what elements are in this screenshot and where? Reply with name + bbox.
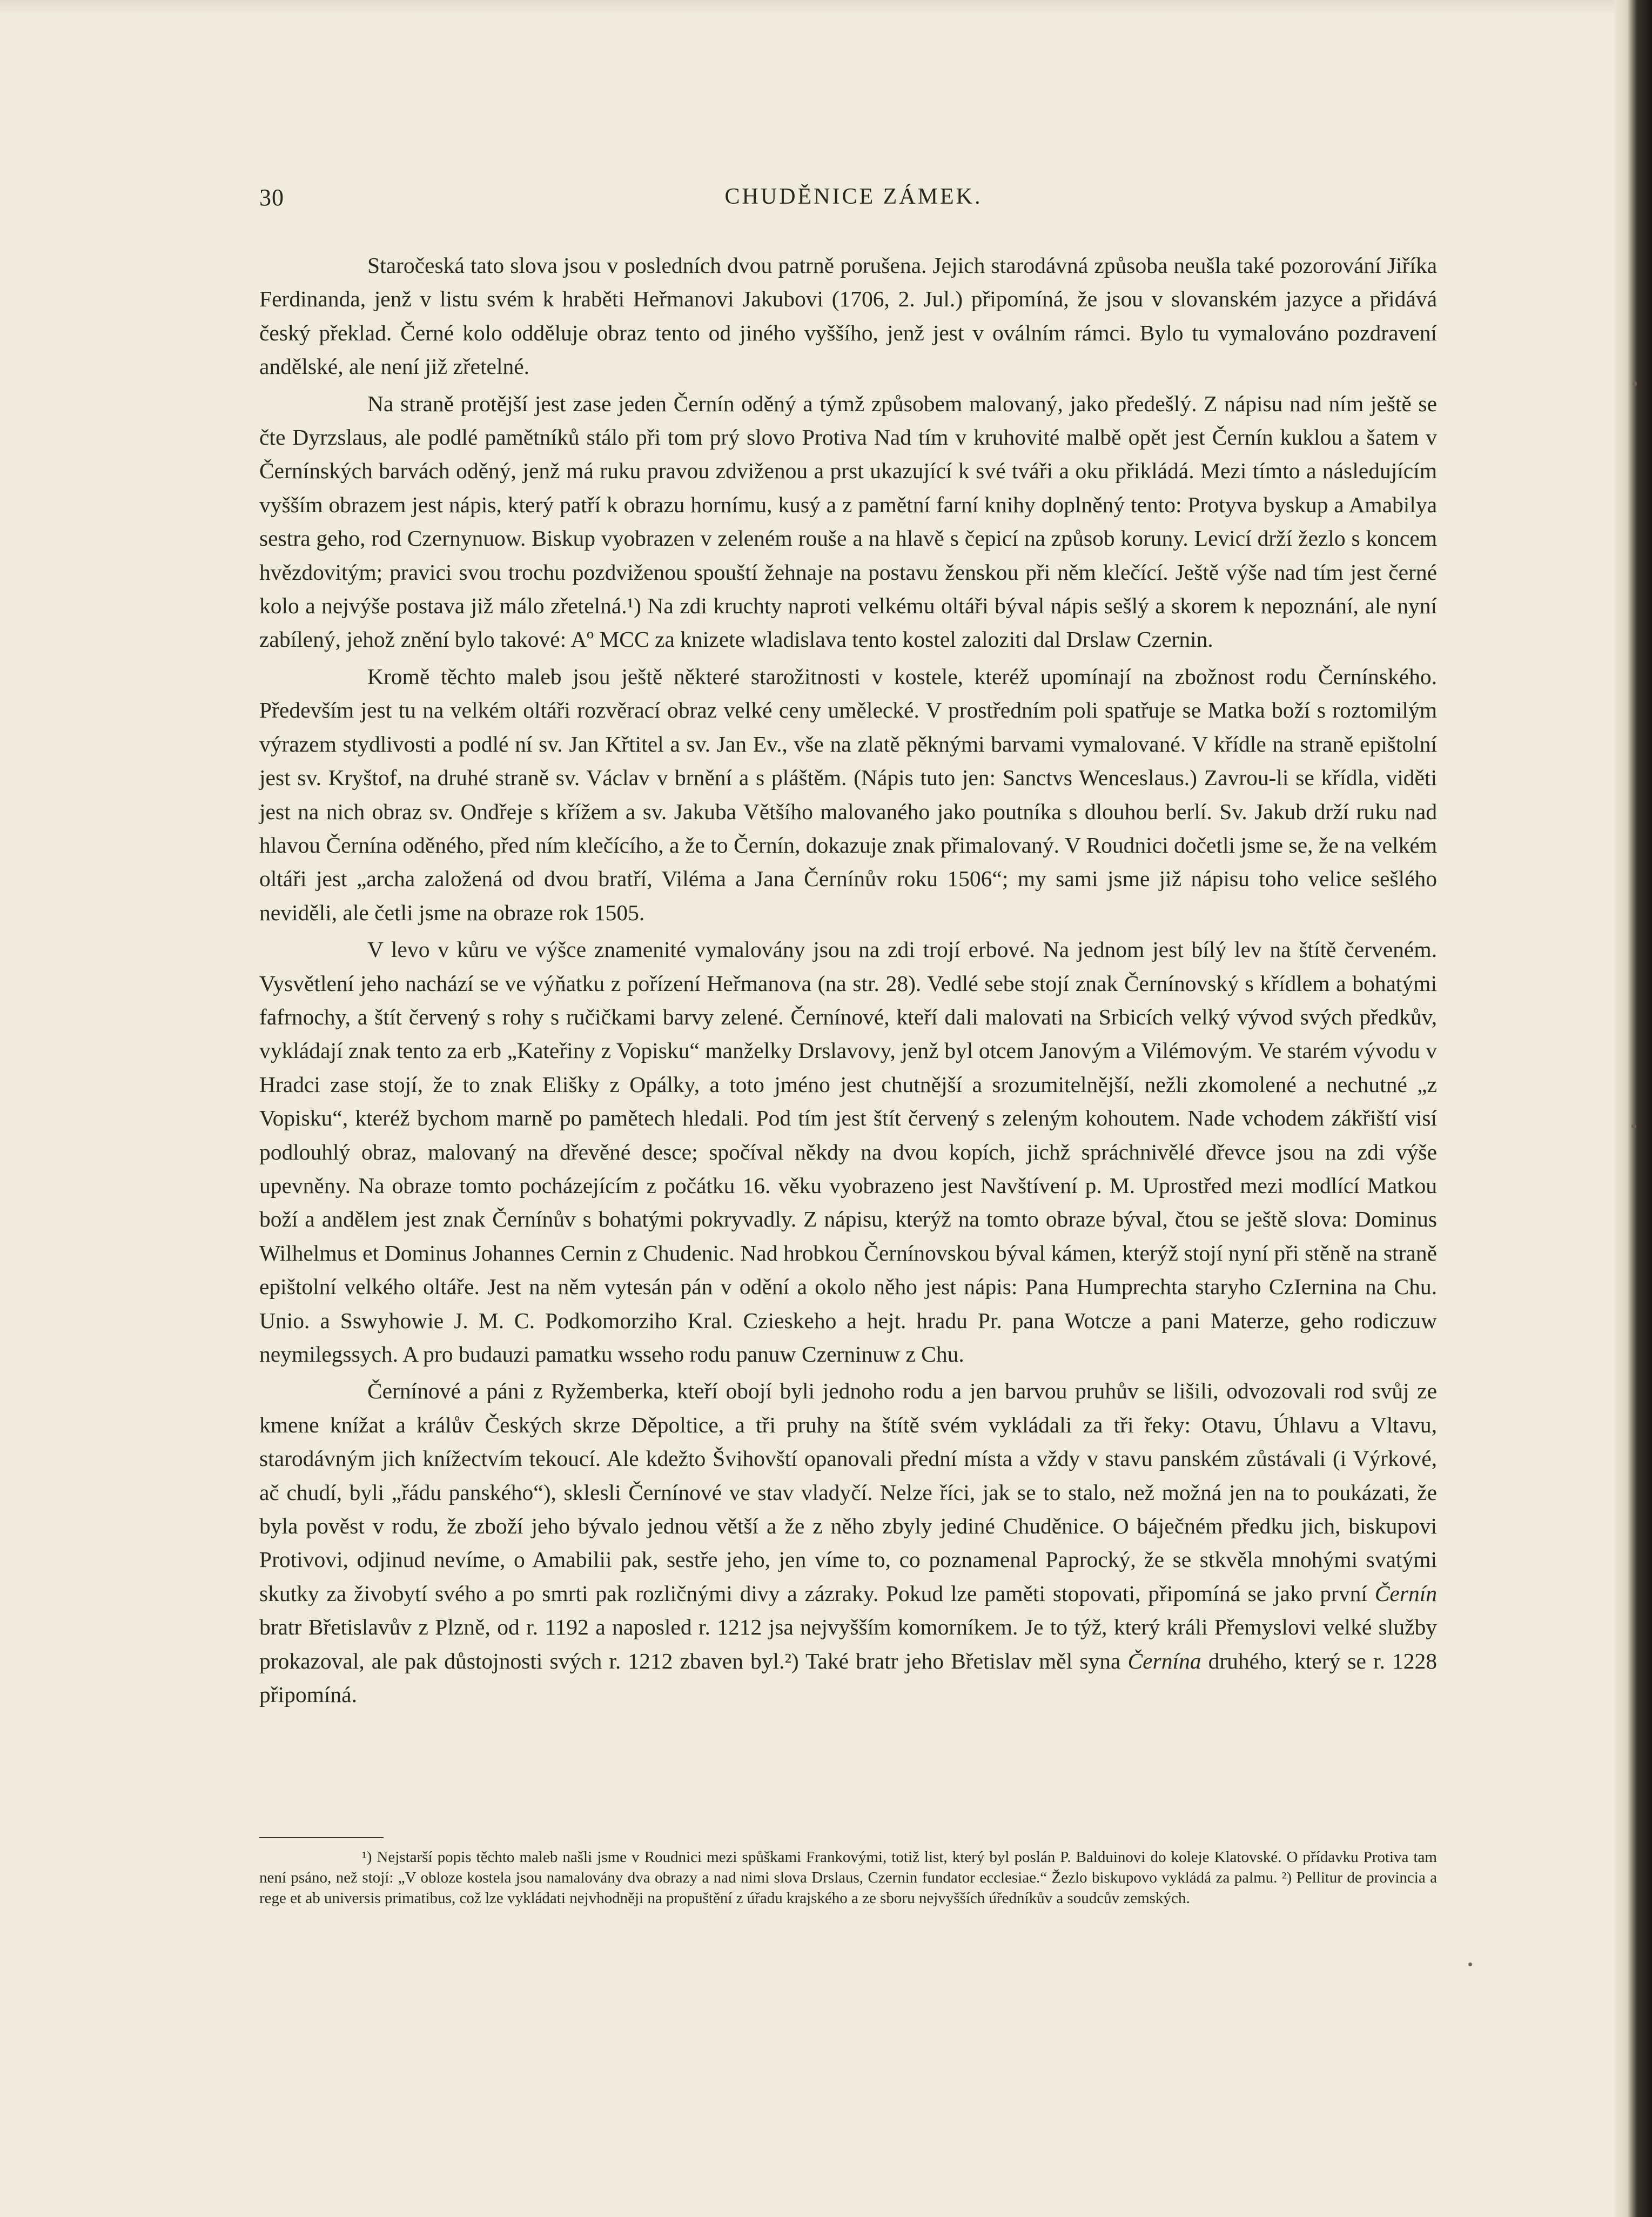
paragraph-5-text: Černínové a páni z Ryžemberka, kteří obojí byli jednoho rodu a jen barvou pruhův se lišili, odvozovali rod svůj ze kmene knížat a králův Českých skrze Děpoltice, a tři pruhy na štítě svém vykládali za tři řeky: Otavu, Úhlavu a Vltavu, starodávným jich knížectvím tekoucí. Ale kdežto Švihovští opanovali přední místa a vždy v stavu panském zůstávali (i Výrkové, ač chudí, byli „řádu panského“), sklesli Černínové ve stav vladyčí. Nelze říci, jak se to stalo, než možná jen na to poukázati, že byla pověst v rodu, že zboží jeho bývalo jednou větší a že z něho zbyly jediné Chuděnice. O báječném předku jich, biskupovi Protivovi, odjinud nevíme, o Amabilii pak, sestře jeho, jen víme to, co poznamenal Paprocký, že se stkvěla mnohými svatými skutky za živobytí svého a po smrti pak rozličnými divy a zázraky. Pokud lze paměti stopovati, připomíná se jako první [259, 1378, 1437, 1606]
footnote-text: ¹) Nejstarší popis těchto maleb našli jsme v Roudnici mezi spůškami Frankovými, totiž list, který byl poslán P. Balduinovi do koleje Klatovské. O přídavku Protiva tam není psáno, než stojí: „V obloze kostela jsou namalovány dva obrazy a nad nimi slova Drslaus, Czernin fundator ecclesiae.“ Žezlo biskupovo vykládá za palmu. ²) Pellitur de provincia a rege et ab universis primatibus, což lze vykládati nejvhodněji na propuštění z úřadu krajského a ze sboru nejvyšších úředníkův a soudcův zemských. [259, 1848, 1437, 1907]
paragraph-5-text-2: bratr Břetislavův z Plzně, od r. 1192 a naposled r. 1212 jsa nejvyšším komorníkem. Je to týž, který králi Přemyslovi velké služby prokazoval, ale pak důstojnosti svých r. 1212 zbaven byl.²) Také bratr jeho Břetislav měl syna [259, 1615, 1437, 1673]
main-text [259, 249, 1437, 1711]
page-top-shade [0, 0, 1652, 16]
paragraph-5-text-3: druhého, který se r. 1228 připomíná. [259, 1648, 1437, 1707]
paragraph-4: V levo v kůru ve výšce znamenité vymalovány jsou na zdi trojí erbové. Na jednom jest bílý lev na štítě červeném. Vysvětlení jeho nachází se ve výňatku z pořízení Heřmanova (na str. 28). Vedlé sebe stojí znak Černínovský s křídlem a bohatými fafrnochy, a štít červený s rohy s ručičkami barvy zelené. Černínové, kteří dali malovati na Srbicích velký vývod svých předkův, vykládají znak tento za erb „Kateřiny z Vopisku“ manželky Drslavovy, jenž byl otcem Janovým a Vilémovým. Ve starém vývodu v Hradci zase stojí, že to znak Elišky z Opálky, a toto jméno jest chutnější a srozumitelnější, nežli zkomolené a nechutné „z Vopisku“, kteréž bychom marně po pamětech hledali. Pod tím jest štít červený s zeleným kohoutem. Nade vchodem zákřiští visí podlouhlý obraz, malovaný na dřevěné desce; spočíval někdy na dvou kopích, jichž spráchnivělé dřevce jsou na zdi výše upevněny. Na obraze tomto pocházejícím z počátku 16. věku vyobrazeno jest Navštívení p. M. Uprostřed mezi modlící Matkou boží a andělem jest znak Černínův s bohatými pokryvadly. Z nápisu, kterýž na tomto obraze býval, čtou se ještě slova: Dominus Wilhelmus et Dominus Johannes Cernin z Chudenic. Nad hrobkou Černínovskou býval kámen, kterýž stojí nyní při stěně na straně epištolní velkého oltáře. Jest na něm vytesán pán v odění a okolo něho jest nápis: Pana Humprechta staryho CzIernina na Chu. Unio. a Sswyhowie J. M. C. Podkomorziho Kral. Czieskeho a hejt. hradu Pr. pana Wotcze a pani Materze, geho rodiczuw neymilegssych. A pro budauzi pamatku wsseho rodu panuw Czerninuw z Chu. [259, 937, 1437, 1367]
paragraph-5 [259, 1374, 1437, 1711]
page-header [259, 184, 1448, 216]
paragraph-2: Na straně protější jest zase jeden Černín oděný a týmž způsobem malovaný, jako předešlý. Z nápisu nad ním ještě se čte Dyrzslaus, ale podlé pamětníků stálo při tom prý slovo Protiva Nad tím v kruhovité malbě opět jest Černín kuklou a šatem v Černínských barvách oděný, jenž má ruku pravou zdviženou a prst ukazující k své tváři a oku přikládá. Mezi tímto a následujícím vyšším obrazem jest nápis, který patří k obrazu hornímu, kusý a z pamětní farní knihy doplněný tento: Protyva byskup a Amabilya sestra geho, rod Czernynuow. Biskup vyobrazen v zeleném rouše a na hlavě s čepicí na způsob koruny. Levicí drží žezlo s koncem hvězdovitým; pravici svou trochu pozdviženou spouští žehnaje na postavu ženskou při něm klečící. Ještě výše nad tím jest černé kolo a nejvýše postava již málo zřetelná.¹) Na zdi kruchty naproti velkému oltáři býval nápis sešlý a skorem k nepoznání, ale nyní zabílený, jehož znění bylo takové: Aº MCC za knizete wladislava tento kostel zaloziti dal Drslaw Czernin. [259, 391, 1437, 652]
paper-speck [1631, 1124, 1636, 1129]
paper-speck [1468, 1963, 1472, 1966]
page-number: 30 [259, 184, 284, 211]
paragraph-1: Staročeská tato slova jsou v posledních dvou patrně porušena. Jejich starodávná způsoba neušla také pozorování Jiříka Ferdinanda, jenž v listu svém k hraběti Heřmanovi Jakubovi (1706, 2. Jul.) připomíná, že jsou v slovanském jazyce a přidává český překlad. Černé kolo odděluje obraz tento od jiného vyššího, jenž jest v oválním rámci. Bylo tu vymalováno pozdravení andělské, ale není již zřetelné. [259, 253, 1437, 379]
footnote-rule [259, 1837, 384, 1838]
paragraph-3: Kromě těchto maleb jsou ještě některé starožitnosti v kostele, kteréž upomínají na zbožnost rodu Černínského. Především jest tu na velkém oltáři rozvěrací obraz velké ceny umělecké. V prostředním poli spatřuje se Matka boží s roztomilým výrazem stydlivosti a podlé ní sv. Jan Křtitel a sv. Jan Ev., vše na zlatě pěknými barvami vymalované. V křídle na straně epištolní jest sv. Kryštof, na druhé straně sv. Václav v brnění a s pláštěm. (Nápis tuto jen: Sanctvs Wenceslaus.) Zavrou-li se křídla, viděti jest na nich obraz sv. Ondřeje s křížem a sv. Jakuba Většího malovaného jako poutníka s dlouhou berlí. Sv. Jakub drží ruku nad hlavou Černína oděného, před ním klečícího, a že to Černín, dokazuje znak přimalovaný. V Roudnici dočetli jsme se, že na velkém oltáři jest „archa založená od dvou bratří, Viléma a Jana Černínův roku 1506“; my sami jsme již nápisu toho velice sešlého neviděli, ale četli jsme na obraze rok 1505. [259, 664, 1437, 925]
paper-speck [1633, 381, 1637, 386]
italic-name-cernina: Černína [1127, 1648, 1201, 1673]
italic-name-cernin: Černín [1374, 1580, 1437, 1606]
running-title: CHUDĚNICE ZÁMEK. [724, 184, 983, 209]
footnotes [259, 1847, 1437, 1908]
book-spine-edge [1614, 0, 1652, 2217]
